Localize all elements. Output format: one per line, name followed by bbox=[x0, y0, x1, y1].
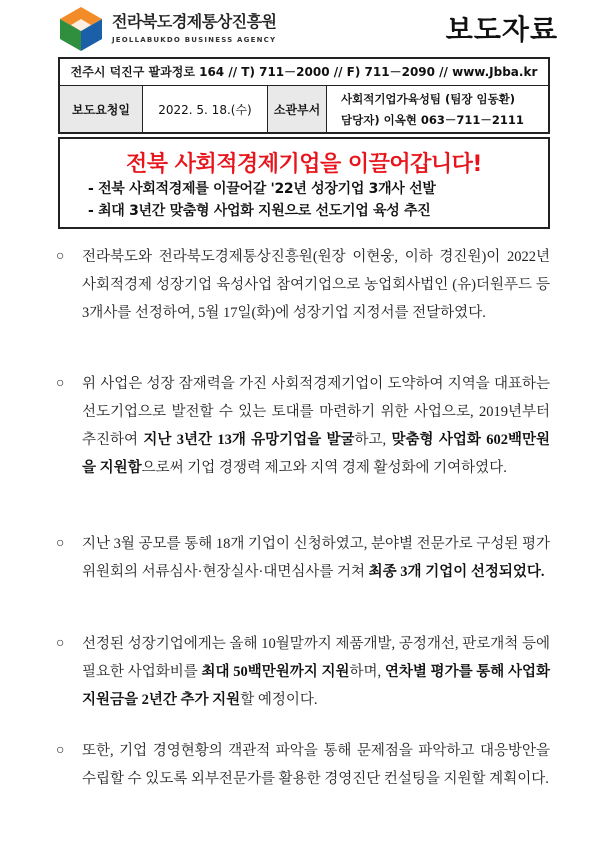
page-header bbox=[22, 0, 578, 58]
paragraph-5 bbox=[58, 737, 550, 793]
agency-logo-icon bbox=[58, 6, 104, 52]
paragraph-text: 전라북도와 전라북도경제통상진흥원(원장 이현웅, 이하 경진원)이 2022년 사회적경제 성장기업 육성사업 참여기업으로 농업회사법인 (유)더원푸드 등 3개사를 선정하여, 5월 17일(화)에 성장기업 지정서를 전달하였다. bbox=[82, 249, 550, 321]
org-english-name: JEOLLABUKDO BUSINESS AGENCY bbox=[112, 36, 277, 44]
bullet-icon: ○ bbox=[56, 249, 65, 264]
paragraph-1 bbox=[58, 243, 550, 327]
paragraph-text: 지난 3월 공모를 통해 18개 기업이 신청하였고, 분야별 전문가로 구성된 평가위원회의 서류심사·현장실사·대면심사를 거쳐 bbox=[82, 536, 550, 580]
paragraph-text: 선정된 성장기업에게는 올해 10월말까지 제품개발, 공정개선, 판로개척 등에 필요한 사업화비를 bbox=[82, 636, 550, 680]
department-team: 사회적기업가육성팀 (팀장 임동환) bbox=[341, 91, 516, 106]
request-date-label: 보도요청일 bbox=[60, 86, 143, 132]
info-row bbox=[60, 86, 548, 132]
headline-box bbox=[58, 137, 550, 229]
emphasis-text: 맞춤형 사업화 602백만원을 지원함 bbox=[82, 432, 551, 476]
paragraph-text: 또한, 기업 경영현황의 객관적 파악을 통해 문제점을 파악하고 대응방안을 수립할 수 있도록 외부전문가를 활용한 경영진단 컨설팅을 지원할 계획이다. bbox=[82, 743, 550, 787]
bullet-icon: ○ bbox=[56, 536, 65, 551]
paragraph-3 bbox=[58, 530, 550, 586]
emphasis-text: 최종 3개 기업이 선정되었다. bbox=[368, 564, 545, 580]
press-release-label: 보도자료 bbox=[445, 13, 558, 46]
bullet-icon: ○ bbox=[56, 636, 65, 651]
department-info bbox=[327, 86, 548, 132]
headline-title: 전북 사회적경제기업을 이끌어갑니다! bbox=[126, 152, 482, 177]
headline-subtitle-1: - 전북 사회적경제를 이끌어갈 '22년 성장기업 3개사 선발 bbox=[88, 181, 436, 197]
emphasis-text: 최대 50백만원까지 지원 bbox=[201, 664, 350, 680]
paragraph-text: 하며, bbox=[349, 664, 385, 680]
emphasis-text: 지난 3년간 13개 유망기업을 발굴 bbox=[143, 432, 355, 448]
contact-address: 전주시 덕진구 팔과정로 164 // T) 711－2000 // F) 711－2090 // www.Jbba.kr bbox=[60, 59, 548, 86]
paragraph-text: 하고, bbox=[354, 432, 392, 448]
paragraph-text: 위 사업은 성장 잠재력을 가진 사회적경제기업이 도약하여 지역을 대표하는 선도기업으로 발전할 수 있는 토대를 마련하기 위한 사업으로, 2019년부터 추진하여 bbox=[82, 376, 550, 448]
department-label: 소관부서 bbox=[268, 86, 327, 132]
headline-subtitle-2: - 최대 3년간 맞춤형 사업화 지원으로 선도기업 육성 추진 bbox=[88, 203, 431, 219]
paragraph-text: 할 예정이다. bbox=[240, 692, 318, 708]
org-korean-name: 전라북도경제통상진흥원 bbox=[112, 12, 277, 31]
request-date: 2022. 5. 18.(수) bbox=[143, 86, 268, 132]
bullet-icon: ○ bbox=[56, 743, 65, 758]
paragraph-text: 으로써 기업 경쟁력 제고와 지역 경제 활성화에 기여하였다. bbox=[141, 460, 507, 476]
emphasis-text: 연차별 평가를 통해 사업화 지원금을 2년간 추가 지원 bbox=[82, 664, 551, 708]
department-contact: 담당자) 이옥현 063－711－2111 bbox=[341, 112, 524, 127]
paragraph-4 bbox=[58, 630, 550, 714]
bullet-icon: ○ bbox=[56, 376, 65, 391]
organization-name bbox=[112, 9, 277, 44]
paragraph-2 bbox=[58, 370, 550, 482]
info-table bbox=[58, 57, 550, 134]
